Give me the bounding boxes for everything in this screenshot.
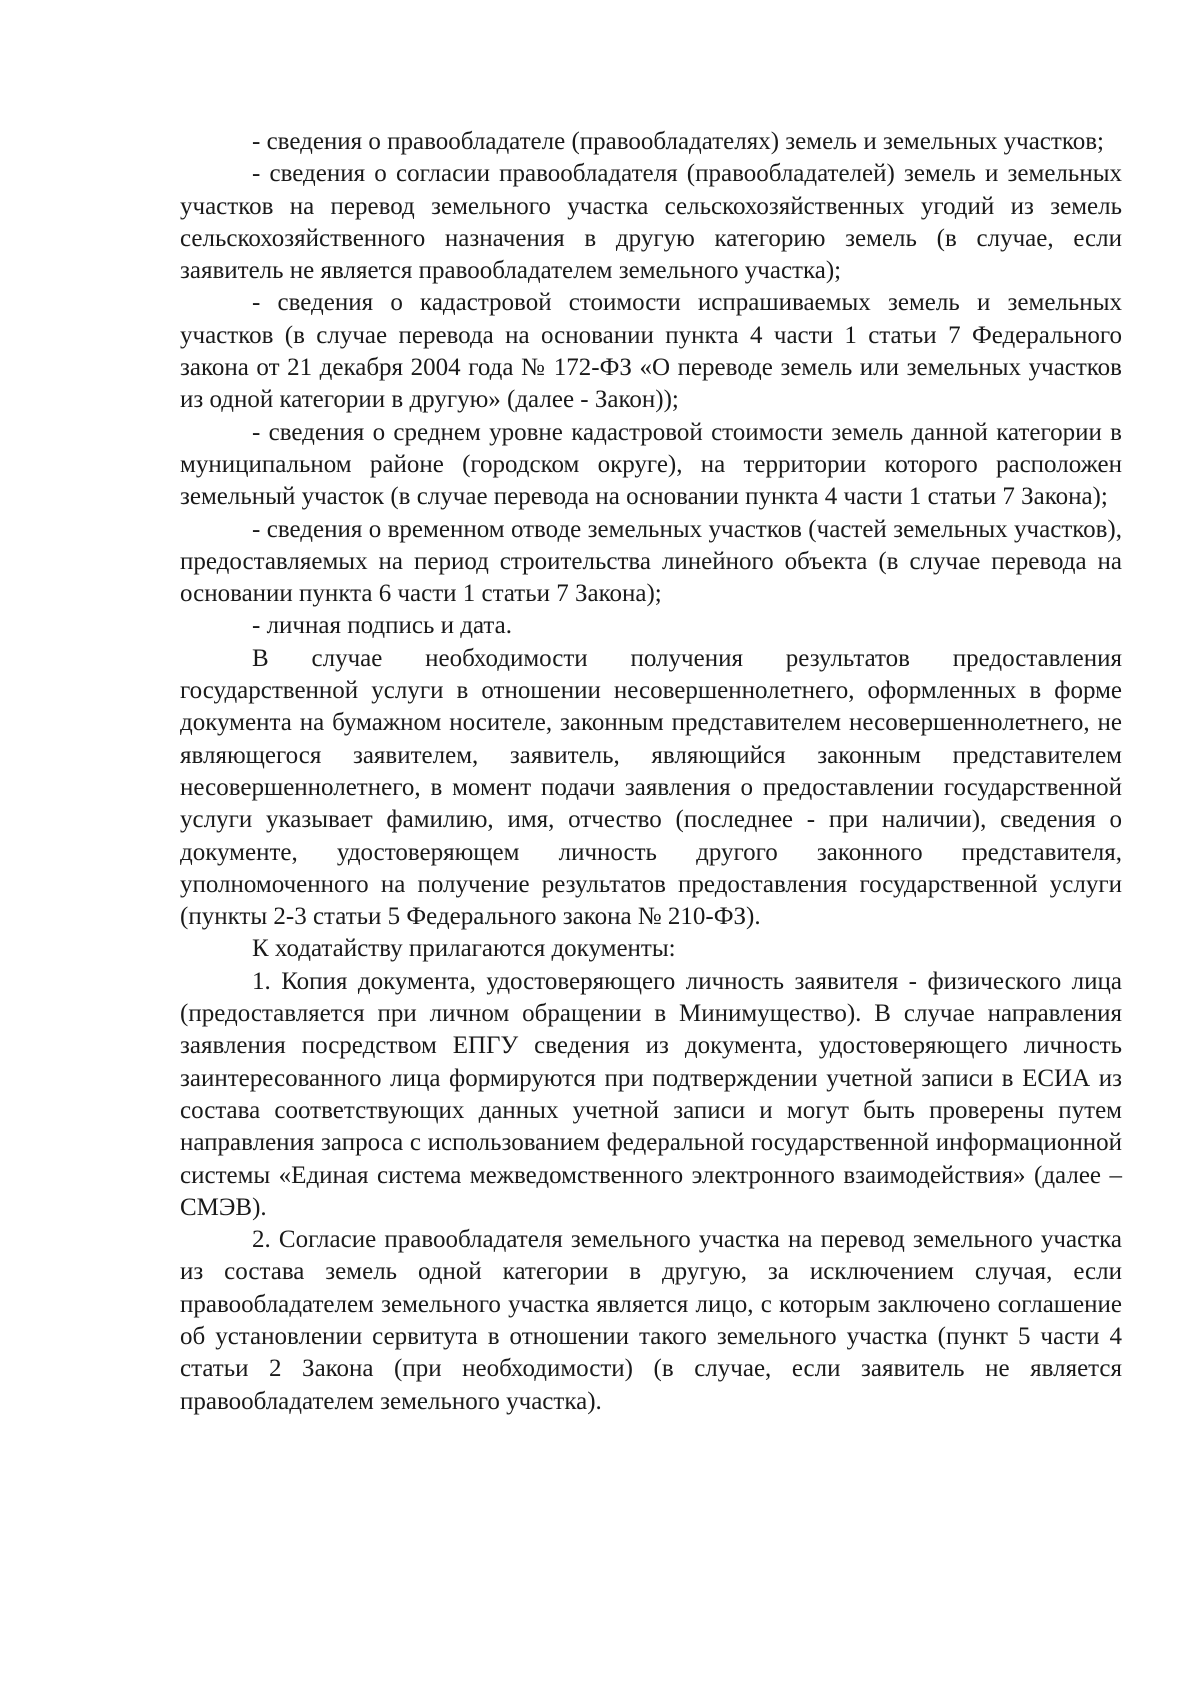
paragraph-rightholder-info: - сведения о правообладателе (правообладателях) земель и земельных участков; (252, 128, 1104, 155)
document-body (180, 126, 1122, 1418)
paragraph-average-cadastral-value-info: - сведения о среднем уровне кадастровой стоимости земель данной категории в муниципальном районе (городском округе), на территории которого расположен земельный участок (в случае перевода на основании пункта 4 части 1 статьи 7 Закона); (180, 418, 1122, 511)
paragraph-signature-date: - личная подпись и дата. (252, 612, 512, 640)
paragraph-cadastral-value-info: - сведения о кадастровой стоимости испрашиваемых земель и земельных участков (в случае перевода на основании пункта 4 части 1 статьи 7 Федерального закона от 21 декабря 2004 года № 172-ФЗ «О переводе земель или земельных участков из одной категории в другую» (далее - Закон)); (180, 289, 1122, 414)
paragraph-temporary-allotment-info: - сведения о временном отводе земельных участков (частей земельных участков), предоставляемых на период строительства линейного объекта (в случае перевода на основании пункта 6 части 1 статьи 7 Закона); (180, 515, 1122, 608)
paragraph-minor-representative: В случае необходимости получения результатов предоставления государственной услуги в отношении несовершеннолетнего, оформленных в форме документа на бумажном носителе, законным представителем несовершеннолетнего, не являющегося заявителем, заявитель, являющийся законным представителем несовершеннолетнего, в момент подачи заявления о предоставлении государственной услуги указывает фамилию, имя, отчество (последнее - при наличии), сведения о документе, удостоверяющем личность другого законного представителя, уполномоченного на получение результатов предоставления государственной услуги (пункты 2-3 статьи 5 Федерального закона № 210-ФЗ). (180, 644, 1122, 931)
paragraph-item-1-identity-copy: 1. Копия документа, удостоверяющего личность заявителя - физического лица (предоставляется при личном обращении в Минимущество). В случае направления заявления посредством ЕПГУ сведения из документа, удостоверяющего личность заинтересованного лица формируются при подтверждении учетной записи в ЕСИА из состава соответствующих данных учетной записи и могут быть проверены путем направления запроса с использованием федеральной государственной информационной системы «Единая система межведомственного электронного взаимодействия» (далее – СМЭВ). (180, 967, 1122, 1221)
paragraph-attached-documents-heading: К ходатайству прилагаются документы: (252, 935, 676, 963)
paragraph-rightholder-consent-info: - сведения о согласии правообладателя (правообладателей) земель и земельных участков на перевод земельного участка сельскохозяйственных угодий из земель сельскохозяйственного назначения в другую категорию земель (в случае, если заявитель не является правообладателем земельного участка); (180, 160, 1122, 285)
paragraph-item-2-rightholder-consent: 2. Согласие правообладателя земельного участка на перевод земельного участка из состава земель одной категории в другую, за исключением случая, если правообладателем земельного участка является лицо, с которым заключено соглашение об установлении сервитута в отношении такого земельного участка (пункт 5 части 4 статьи 2 Закона (при необходимости) (в случае, если заявитель не является правообладателем земельного участка). (180, 1226, 1122, 1415)
